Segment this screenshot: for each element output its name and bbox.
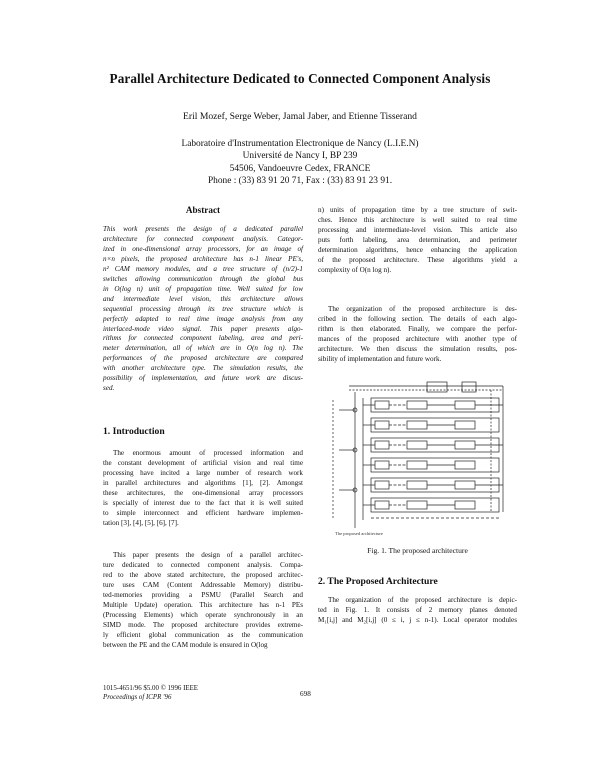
- body-line: processing and intermediate-level vision. This article also: [318, 225, 517, 234]
- body-line: architecture. We then discuss the simulation results, pos-: [318, 344, 517, 353]
- body-line: of the proposed architecture. These algorithms yield a: [318, 255, 517, 264]
- right-paragraph-1: [318, 206, 517, 276]
- section-2-heading: 2. The Proposed Architecture: [318, 576, 438, 587]
- intro-line: ly efficient global communication as the communication: [103, 630, 303, 639]
- abstract-line: ized in one-dimensional array processors, for an image of: [103, 244, 303, 253]
- affiliation-university: Université de Nancy I, BP 239: [242, 151, 358, 162]
- abstract-line: sed.: [103, 384, 115, 393]
- copyright-line: 1015-4651/96 $5.00 © 1996 IEEE: [103, 685, 198, 692]
- intro-line: SIMD mode. The proposed architecture provides extreme-: [103, 620, 303, 629]
- page-number: 698: [300, 690, 311, 698]
- body-line: M₁[i,j] and M₂[i,j] (0 ≤ i, j ≤ n-1). Local operator modules: [318, 615, 517, 624]
- affiliation-contact: Phone : (33) 83 91 20 71, Fax : (33) 83 91 23 91.: [207, 175, 393, 186]
- body-line: The organization of the proposed architecture is des-: [328, 305, 517, 313]
- intro-line: these architectures, the one-dimensional array processors: [103, 488, 303, 497]
- abstract-line: interlaced-mode video signal. This paper presents algo-: [103, 324, 303, 333]
- abstract-line: architecture for connected component analysis. Categor-: [103, 234, 303, 243]
- intro-paragraph-2: [103, 551, 303, 651]
- intro-line: in parallel architectures and algorithms [1], [2]. Amongst: [103, 478, 303, 487]
- affiliation: [0, 138, 600, 187]
- abstract-line: n×n pixels, the proposed architecture has n-1 linear PE's,: [103, 254, 303, 263]
- body-line: ted in Fig. 1. It consists of 2 memory planes denoted: [318, 605, 517, 614]
- intro-line: Multiple Update) operation. This architecture has n-1 PEs: [103, 600, 303, 609]
- figure-sublabel: The proposed architecture: [335, 531, 383, 536]
- abstract-line: rithms for connected component labeling, area and peri-: [103, 334, 303, 343]
- body-line: n) units of propagation time by a tree structure of swit-: [318, 206, 517, 214]
- body-line: complexity of O(n log n).: [318, 265, 392, 274]
- intro-line: red to the above stated architecture, the proposed architec-: [103, 570, 303, 579]
- affiliation-lab: Laboratoire d'Instrumentation Electronique de Nancy (L.I.E.N): [181, 139, 419, 149]
- abstract-line: possibility of implementation, and future work are discus-: [103, 374, 303, 383]
- architecture-figure: [327, 380, 509, 538]
- abstract-heading: Abstract: [185, 205, 221, 215]
- abstract-line: meter determination, all of which are in O(n log n). The: [103, 344, 303, 353]
- abstract-line: switches allowing communication through the global bus: [103, 274, 303, 283]
- intro-line: ture dedicated to connected component analysis. Compa-: [103, 560, 303, 569]
- abstract-line: performances of the proposed architecture are compared: [103, 354, 303, 363]
- intro-line: The enormous amount of processed information and: [113, 449, 303, 457]
- proceedings-line: Proceedings of ICPR '96: [103, 694, 172, 701]
- body-line: sibility of implementation and future work.: [318, 354, 442, 363]
- body-line: cribed in the following section. The details of each algo-: [318, 314, 517, 323]
- intro-paragraph-1: [103, 449, 303, 529]
- body-line: mances of the proposed architecture with another type of: [318, 334, 517, 343]
- figure-caption: Fig. 1. The proposed architecture: [367, 546, 468, 555]
- abstract-line: sequential processing through its tree structure which is: [103, 304, 303, 313]
- abstract-body: [103, 225, 303, 394]
- paper-title: Parallel Architecture Dedicated to Connected Component Analysis: [109, 71, 491, 86]
- section-1-heading: 1. Introduction: [103, 426, 165, 437]
- affiliation-address: 54506, Vandoeuvre Cedex, FRANCE: [229, 163, 371, 174]
- abstract-line: and intermediate level vision, this architecture allows: [103, 294, 303, 303]
- intro-line: (Processing Elements) which operate synchronously in an: [103, 610, 303, 619]
- abstract-line: with another architecture type. The simulation results, the: [103, 364, 303, 373]
- body-line: determination algorithms, hence enhancing the application: [318, 245, 517, 254]
- body-line: puts forth labeling, area determination, and perimeter: [318, 235, 517, 244]
- right-paragraph-2: [318, 305, 517, 365]
- copyright-footer: [103, 684, 198, 702]
- intro-line: ture uses CAM (Content Addressable Memory) distribu-: [103, 580, 303, 589]
- authors: Eril Mozef, Serge Weber, Jamal Jaber, and Etienne Tisserand: [183, 111, 417, 122]
- intro-line: is specially of interest due to the fact that it is well suited: [103, 498, 303, 507]
- intro-line: ted-memories providing a PSMU (Parallel Search and: [103, 590, 303, 599]
- abstract-line: in O(log n) unit of propagation time. Well suited for low: [103, 284, 303, 293]
- section-2-body: [318, 596, 517, 626]
- intro-line: processing have incited a large number of research work: [103, 468, 303, 477]
- body-line: The organization of the proposed architecture is depic-: [328, 596, 517, 604]
- body-line: ches. Hence this architecture is well suited to real time: [318, 215, 517, 224]
- abstract-line: perfectly adapted to real time image analysis from any: [103, 314, 303, 323]
- abstract-line: n² CAM memory modules, and a tree structure of (n/2)-1: [103, 264, 303, 273]
- intro-line: the constant development of artificial vision and real time: [103, 458, 303, 467]
- abstract-line: This work presents the design of a dedicated parallel: [103, 225, 303, 233]
- intro-line: This paper presents the design of a parallel architec-: [113, 551, 303, 559]
- intro-line: between the PE and the CAM module is ensured in O(log: [103, 640, 268, 649]
- intro-line: to simple interconnect and efficient hardware implemen-: [103, 508, 303, 517]
- intro-line: tation [3], [4], [5], [6], [7].: [103, 518, 179, 527]
- body-line: rithm is then elaborated. Finally, we compare the perfor-: [318, 324, 517, 333]
